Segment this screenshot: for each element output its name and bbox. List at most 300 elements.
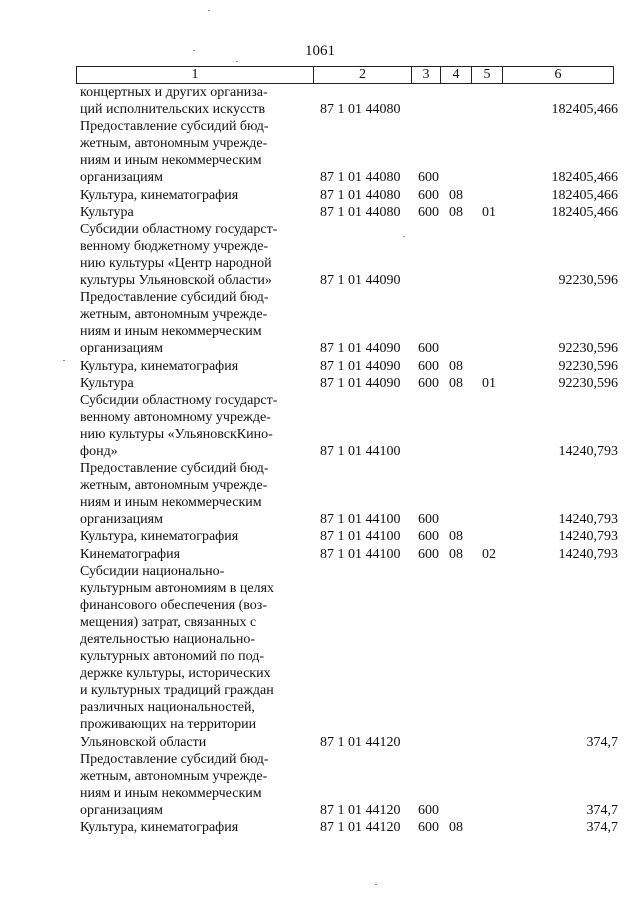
row-expense-type: [415, 631, 446, 648]
row-section: [446, 751, 479, 768]
row-amount: 374,7: [586, 802, 618, 818]
row-section: [446, 563, 479, 580]
row-expense-type: [415, 597, 446, 614]
table-row: [76, 118, 620, 135]
row-target-code: [316, 563, 415, 580]
row-expense-type: [415, 135, 446, 152]
row-expense-type: [415, 443, 446, 460]
row-section: [446, 734, 479, 751]
row-subsection: [479, 528, 512, 545]
row-amount: 14240,793: [558, 512, 618, 528]
row-expense-type: [415, 734, 446, 751]
row-section: [446, 289, 479, 306]
row-section: [446, 426, 479, 443]
row-target-code: [316, 426, 415, 443]
row-subsection: [479, 477, 512, 494]
row-subsection: [479, 716, 512, 733]
row-description: Культура, кинематография: [80, 820, 239, 836]
row-amount: [512, 460, 620, 477]
row-description: и культурных традиций граждан: [80, 683, 274, 699]
row-target-code: [316, 409, 415, 426]
row-subsection: [479, 221, 512, 238]
row-subsection: [479, 272, 512, 289]
table-row: [76, 340, 620, 357]
row-expense-type: [415, 289, 446, 306]
row-description: проживающих на территории: [80, 717, 257, 733]
table-row: [76, 819, 620, 836]
table-row: [76, 477, 620, 494]
row-description: ниям и иным некоммерческим: [80, 785, 262, 801]
row-subsection: 01: [482, 204, 496, 220]
row-description: держке культуры, исторических: [80, 666, 271, 682]
row-amount: [512, 751, 620, 768]
row-section: [446, 135, 479, 152]
column-header-4: 4: [441, 67, 472, 84]
column-header-6: 6: [503, 67, 614, 84]
table-row: [76, 187, 620, 204]
row-expense-type: [415, 221, 446, 238]
row-subsection: [479, 802, 512, 819]
row-amount: [512, 614, 620, 631]
row-amount: 92230,596: [558, 341, 618, 357]
row-description: различных национальностей,: [80, 700, 255, 716]
row-target-code: [316, 768, 415, 785]
row-subsection: [479, 665, 512, 682]
row-subsection: [479, 169, 512, 186]
scan-speck: [193, 50, 195, 51]
row-section: 08: [449, 529, 463, 545]
row-subsection: [479, 443, 512, 460]
table-row: [76, 392, 620, 409]
column-header-5: 5: [472, 67, 503, 84]
row-target-code: [316, 597, 415, 614]
row-target-code: 87 1 01 44100: [320, 512, 401, 528]
row-section: [446, 238, 479, 255]
row-section: [446, 152, 479, 169]
row-target-code: [316, 238, 415, 255]
table-row: [76, 221, 620, 238]
row-expense-type: [415, 768, 446, 785]
row-target-code: [316, 289, 415, 306]
row-expense-type: [415, 682, 446, 699]
row-target-code: [316, 614, 415, 631]
row-description: ниям и иным некоммерческим: [80, 324, 262, 340]
row-description: Субсидии областному государст-: [80, 392, 278, 408]
table-row: [76, 375, 620, 392]
row-section: [446, 631, 479, 648]
row-target-code: [316, 580, 415, 597]
scan-speck: [208, 10, 210, 11]
row-expense-type: 600: [418, 170, 439, 186]
row-expense-type: [415, 152, 446, 169]
table-row: [76, 546, 620, 563]
table-row: [76, 768, 620, 785]
row-description: мещения) затрат, связанных с: [80, 614, 257, 630]
row-description: жетным, автономным учрежде-: [80, 307, 268, 323]
row-amount: [512, 631, 620, 648]
row-section: 08: [449, 187, 463, 203]
row-subsection: [479, 597, 512, 614]
row-description: организациям: [80, 512, 163, 528]
row-section: [446, 768, 479, 785]
row-expense-type: [415, 614, 446, 631]
row-subsection: [479, 392, 512, 409]
row-subsection: [479, 358, 512, 375]
row-section: [446, 306, 479, 323]
row-target-code: [316, 152, 415, 169]
row-subsection: [479, 255, 512, 272]
row-subsection: [479, 563, 512, 580]
row-amount: 92230,596: [558, 358, 618, 374]
row-section: [446, 580, 479, 597]
table-row: [76, 358, 620, 375]
row-expense-type: [415, 426, 446, 443]
row-expense-type: 600: [418, 802, 439, 818]
row-amount: [512, 699, 620, 716]
row-description: Кинематография: [80, 546, 181, 562]
scan-speck: [375, 884, 377, 885]
row-target-code: 87 1 01 44100: [320, 443, 401, 459]
row-description: организациям: [80, 170, 163, 186]
row-target-code: 87 1 01 44090: [320, 358, 401, 374]
row-section: [446, 477, 479, 494]
row-subsection: [479, 631, 512, 648]
row-target-code: [316, 751, 415, 768]
row-section: [446, 101, 479, 118]
row-subsection: [479, 340, 512, 357]
row-expense-type: 600: [418, 546, 439, 562]
row-subsection: [479, 409, 512, 426]
row-subsection: [479, 306, 512, 323]
row-amount: [512, 597, 620, 614]
table-row: [76, 734, 620, 751]
row-target-code: [316, 716, 415, 733]
row-description: Предоставление субсидий бюд-: [80, 119, 269, 135]
row-expense-type: [415, 460, 446, 477]
row-expense-type: 600: [418, 512, 439, 528]
row-expense-type: [415, 101, 446, 118]
row-amount: [512, 648, 620, 665]
row-subsection: [479, 152, 512, 169]
row-expense-type: [415, 751, 446, 768]
table-row: [76, 665, 620, 682]
table-row: [76, 802, 620, 819]
row-expense-type: [415, 323, 446, 340]
row-expense-type: [415, 84, 446, 101]
row-description: Культура: [80, 204, 134, 220]
row-target-code: [316, 477, 415, 494]
scan-speck: [403, 236, 405, 237]
row-expense-type: [415, 272, 446, 289]
table-row: [76, 716, 620, 733]
row-subsection: [479, 323, 512, 340]
row-amount: [512, 289, 620, 306]
row-amount: 182405,466: [551, 187, 618, 203]
row-amount: [512, 768, 620, 785]
row-amount: 14240,793: [558, 546, 618, 562]
row-target-code: 87 1 01 44080: [320, 187, 401, 203]
table-row: [76, 631, 620, 648]
row-section: [446, 340, 479, 357]
table-row: [76, 101, 620, 118]
row-section: [446, 221, 479, 238]
row-description: ниям и иным некоммерческим: [80, 153, 262, 169]
row-section: [446, 682, 479, 699]
row-expense-type: [415, 238, 446, 255]
row-subsection: [479, 494, 512, 511]
row-amount: 182405,466: [551, 170, 618, 186]
row-description: организациям: [80, 341, 163, 357]
row-amount: [512, 255, 620, 272]
table-row: [76, 597, 620, 614]
row-expense-type: [415, 785, 446, 802]
row-section: [446, 272, 479, 289]
row-amount: [512, 323, 620, 340]
row-section: [446, 802, 479, 819]
row-expense-type: [415, 648, 446, 665]
row-amount: [512, 221, 620, 238]
table-row: [76, 528, 620, 545]
row-description: Предоставление субсидий бюд-: [80, 290, 269, 306]
row-description: организациям: [80, 802, 163, 818]
row-expense-type: 600: [418, 529, 439, 545]
table-row: [76, 272, 620, 289]
row-section: [446, 323, 479, 340]
row-expense-type: [415, 665, 446, 682]
row-section: [446, 648, 479, 665]
row-target-code: [316, 648, 415, 665]
row-target-code: [316, 306, 415, 323]
table-row: [76, 563, 620, 580]
page-number: 1061: [305, 43, 335, 59]
row-subsection: [479, 768, 512, 785]
row-target-code: 87 1 01 44120: [320, 820, 401, 836]
table-row: [76, 751, 620, 768]
row-target-code: [316, 323, 415, 340]
row-amount: 182405,466: [551, 102, 618, 118]
row-section: 08: [449, 204, 463, 220]
row-expense-type: [415, 306, 446, 323]
row-subsection: [479, 751, 512, 768]
row-subsection: [479, 460, 512, 477]
row-amount: 374,7: [586, 820, 618, 836]
row-subsection: [479, 682, 512, 699]
row-description: жетным, автономным учрежде-: [80, 478, 268, 494]
table-row: [76, 135, 620, 152]
row-subsection: [479, 785, 512, 802]
row-amount: 14240,793: [558, 529, 618, 545]
row-section: [446, 255, 479, 272]
table-row: [76, 511, 620, 528]
row-section: [446, 409, 479, 426]
row-expense-type: 600: [418, 187, 439, 203]
row-section: [446, 716, 479, 733]
row-target-code: [316, 785, 415, 802]
row-section: [446, 494, 479, 511]
row-amount: [512, 392, 620, 409]
row-subsection: [479, 135, 512, 152]
row-subsection: [479, 699, 512, 716]
row-target-code: [316, 84, 415, 101]
row-amount: [512, 563, 620, 580]
row-section: [446, 443, 479, 460]
table-row: [76, 323, 620, 340]
row-section: [446, 169, 479, 186]
table-row: [76, 426, 620, 443]
row-subsection: 02: [482, 546, 496, 562]
row-subsection: [479, 101, 512, 118]
row-expense-type: [415, 118, 446, 135]
row-amount: 182405,466: [551, 204, 618, 220]
row-target-code: [316, 665, 415, 682]
row-description: культурных автономий по под-: [80, 649, 265, 665]
row-description: венному бюджетному учрежде-: [80, 238, 269, 254]
row-target-code: 87 1 01 44090: [320, 341, 401, 357]
row-amount: [512, 494, 620, 511]
row-section: [446, 614, 479, 631]
row-amount: [512, 306, 620, 323]
row-amount: 14240,793: [558, 443, 618, 459]
row-amount: 92230,596: [558, 375, 618, 391]
row-amount: 92230,596: [558, 273, 618, 289]
row-target-code: 87 1 01 44080: [320, 170, 401, 186]
row-amount: [512, 118, 620, 135]
row-expense-type: 600: [418, 358, 439, 374]
row-target-code: [316, 631, 415, 648]
scan-speck: [63, 360, 65, 361]
row-subsection: [479, 289, 512, 306]
row-description: деятельностью национально-: [80, 632, 256, 647]
row-amount: [512, 477, 620, 494]
row-amount: [512, 665, 620, 682]
row-target-code: 87 1 01 44100: [320, 546, 401, 562]
row-description: финансового обеспечения (воз-: [80, 597, 268, 613]
row-amount: 374,7: [586, 734, 618, 750]
row-section: [446, 699, 479, 716]
row-description: Предоставление субсидий бюд-: [80, 751, 269, 767]
row-description: нию культуры «УльяновскКино-: [80, 426, 273, 442]
row-description: Субсидии областному государст-: [80, 221, 278, 237]
row-subsection: [479, 187, 512, 204]
table-row: [76, 494, 620, 511]
row-subsection: [479, 580, 512, 597]
table-row: [76, 84, 620, 101]
row-target-code: [316, 494, 415, 511]
row-amount: [512, 682, 620, 699]
row-description: Предоставление субсидий бюд-: [80, 461, 269, 477]
row-expense-type: [415, 699, 446, 716]
row-expense-type: [415, 580, 446, 597]
row-description: нию культуры «Центр народной: [80, 255, 272, 271]
row-description: фонд»: [80, 443, 118, 459]
row-expense-type: [415, 563, 446, 580]
row-expense-type: [415, 255, 446, 272]
row-section: 08: [449, 820, 463, 836]
row-section: 08: [449, 358, 463, 374]
row-amount: [512, 238, 620, 255]
row-expense-type: [415, 392, 446, 409]
row-subsection: [479, 511, 512, 528]
table-row: [76, 152, 620, 169]
row-section: [446, 665, 479, 682]
row-description: жетным, автономным учрежде-: [80, 768, 268, 784]
table-row: [76, 785, 620, 802]
row-subsection: [479, 426, 512, 443]
row-expense-type: [415, 409, 446, 426]
row-subsection: 01: [482, 375, 496, 391]
row-description: Культура, кинематография: [80, 529, 239, 545]
table-row: [76, 614, 620, 631]
row-target-code: 87 1 01 44080: [320, 204, 401, 220]
row-subsection: [479, 614, 512, 631]
table-row: [76, 648, 620, 665]
row-amount: [512, 135, 620, 152]
row-section: [446, 511, 479, 528]
row-amount: [512, 426, 620, 443]
row-expense-type: 600: [418, 820, 439, 836]
row-description: Культура, кинематография: [80, 187, 239, 203]
row-target-code: 87 1 01 44100: [320, 529, 401, 545]
scan-speck: [236, 61, 238, 62]
row-expense-type: [415, 477, 446, 494]
table-row: [76, 580, 620, 597]
row-section: [446, 118, 479, 135]
table-row: [76, 682, 620, 699]
row-amount: [512, 716, 620, 733]
row-target-code: [316, 392, 415, 409]
row-amount: [512, 152, 620, 169]
row-section: 08: [449, 375, 463, 391]
row-target-code: [316, 460, 415, 477]
row-description: Культура, кинематография: [80, 358, 239, 374]
row-target-code: 87 1 01 44080: [320, 102, 401, 118]
row-target-code: [316, 699, 415, 716]
table-row: [76, 443, 620, 460]
table-row: [76, 169, 620, 186]
row-description: концертных и других организа-: [80, 85, 268, 100]
table-row: [76, 238, 620, 255]
row-section: [446, 460, 479, 477]
row-target-code: [316, 682, 415, 699]
row-section: [446, 84, 479, 101]
row-section: [446, 597, 479, 614]
row-description: Ульяновской области: [80, 734, 207, 750]
row-description: культуры Ульяновской области»: [80, 273, 272, 289]
row-target-code: 87 1 01 44090: [320, 375, 401, 391]
row-expense-type: [415, 716, 446, 733]
table-row: [76, 204, 620, 221]
row-target-code: [316, 221, 415, 238]
column-header-3: 3: [412, 67, 441, 84]
row-section: [446, 392, 479, 409]
row-section: 08: [449, 546, 463, 562]
row-amount: [512, 409, 620, 426]
table-row: [76, 255, 620, 272]
row-subsection: [479, 84, 512, 101]
row-description: Культура: [80, 375, 134, 391]
row-expense-type: [415, 494, 446, 511]
row-subsection: [479, 238, 512, 255]
column-header-2: 2: [314, 67, 412, 84]
row-target-code: [316, 135, 415, 152]
column-header-row: [76, 66, 614, 84]
row-description: жетным, автономным учрежде-: [80, 136, 268, 152]
row-description: Субсидии национально-: [80, 563, 225, 579]
row-amount: [512, 84, 620, 101]
row-target-code: 87 1 01 44120: [320, 734, 401, 750]
table-row: [76, 289, 620, 306]
row-section: [446, 785, 479, 802]
